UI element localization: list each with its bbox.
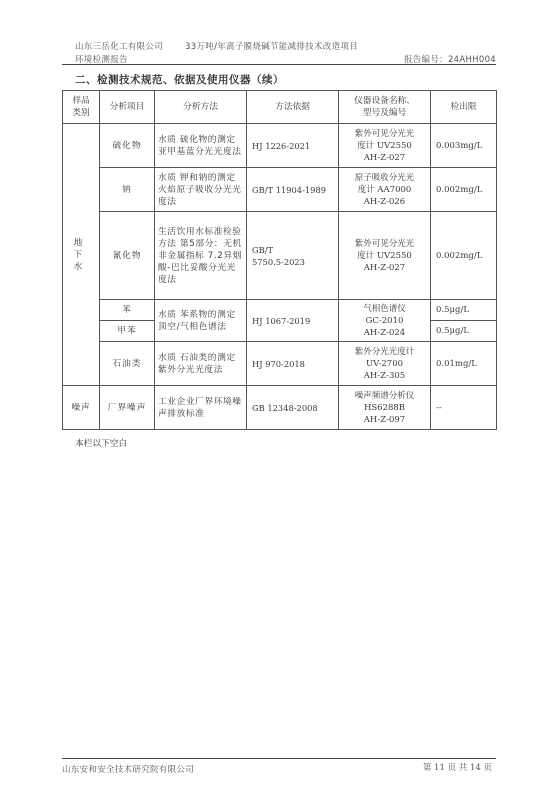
basis-cell: GB 12348-2008: [247, 386, 339, 430]
table-header-row: [63, 91, 497, 124]
instrument-cell: 紫外可见分光光 度计 UV2550 AH-Z-027: [339, 212, 431, 300]
instrument-cell: 紫外分光光度计 UV-2700 AH-Z-305: [339, 342, 431, 386]
basis-cell: HJ 970-2018: [247, 342, 339, 386]
limit-cell: 0.002mg/L: [431, 168, 497, 212]
item-cell: 硫化物: [100, 124, 155, 168]
method-cell: 水质 苯系物的测定 顶空/气相色谱法: [155, 300, 247, 342]
table-row: [63, 124, 497, 168]
basis-cell: GB/T 5750.5-2023: [247, 212, 339, 300]
instrument-cell: 紫外可见分光光 度计 UV2550 AH-Z-027: [339, 124, 431, 168]
basis-cell: HJ 1226-2021: [247, 124, 339, 168]
basis-cell: HJ 1067-2019: [247, 300, 339, 342]
limit-cell: 0.002mg/L: [431, 212, 497, 300]
instrument-cell: 噪声频谱分析仪 HS6288B AH-Z-097: [339, 386, 431, 430]
footer-institute: 山东安和安全技术研究院有限公司: [62, 765, 195, 775]
header-doc-type: 环境检测报告: [75, 55, 128, 65]
table-row: [63, 386, 497, 430]
col-header-method: 分析方法: [155, 91, 247, 124]
sample-type-groundwater: 地 下 水: [63, 124, 100, 386]
header-line-1: [75, 40, 358, 52]
col-header-basis: 方法依据: [247, 91, 339, 124]
section-title: 二、检测技术规范、依据及使用仪器（续）: [75, 74, 284, 86]
limit-cell: 0.5μg/L: [431, 321, 497, 342]
instrument-cell: 原子吸收分光光 度计 AA7000 AH-Z-026: [339, 168, 431, 212]
method-cell: 水质 硫化物的测定 亚甲基蓝分光光度法: [155, 124, 247, 168]
limit-cell: --: [431, 386, 497, 430]
method-cell: 水质 石油类的测定 紫外分光光度法: [155, 342, 247, 386]
header-rule: [62, 64, 496, 65]
table-row: [63, 212, 497, 300]
footer-rule: [62, 758, 496, 759]
limit-cell: 0.5μg/L: [431, 300, 497, 321]
instrument-cell: 气相色谱仪 GC-2010 AH-Z-024: [339, 300, 431, 342]
spec-table: [62, 90, 497, 430]
method-cell: 工业企业厂界环境噪声排放标准: [155, 386, 247, 430]
item-cell: 苯: [100, 300, 155, 321]
item-cell: 氰化物: [100, 212, 155, 300]
table-row: [63, 300, 497, 321]
table-row: [63, 168, 497, 212]
item-cell: 甲苯: [100, 321, 155, 342]
item-cell: 厂界噪声: [100, 386, 155, 430]
col-header-instrument: 仪器设备名称、 型号及编号: [339, 91, 431, 124]
item-cell: 钠: [100, 168, 155, 212]
limit-cell: 0.003mg/L: [431, 124, 497, 168]
col-header-sample-type: 样品 类别: [63, 91, 100, 124]
method-cell: 水质 钾和钠的测定 火焰原子吸收分光光度法: [155, 168, 247, 212]
header-project: 33万吨/年离子膜烧碱节能减排技术改造项目: [185, 42, 359, 52]
limit-cell: 0.01mg/L: [431, 342, 497, 386]
header-report-number: 报告编号：24AHH004: [403, 55, 496, 65]
col-header-item: 分析项目: [100, 91, 155, 124]
sample-type-noise: 噪声: [63, 386, 100, 430]
basis-cell: GB/T 11904-1989: [247, 168, 339, 212]
item-cell: 石油类: [100, 342, 155, 386]
header-company: 山东三岳化工有限公司: [75, 42, 164, 52]
method-cell: 生活饮用水标准检验方法 第5部分：无机非金属指标 7.2异烟酸-巴比妥酸分光光度法: [155, 212, 247, 300]
col-header-limit: 检出限: [431, 91, 497, 124]
table-row: [63, 342, 497, 386]
end-note: 本栏以下空白: [75, 439, 128, 449]
footer-page-number: 第 11 页 共 14 页: [422, 763, 492, 773]
